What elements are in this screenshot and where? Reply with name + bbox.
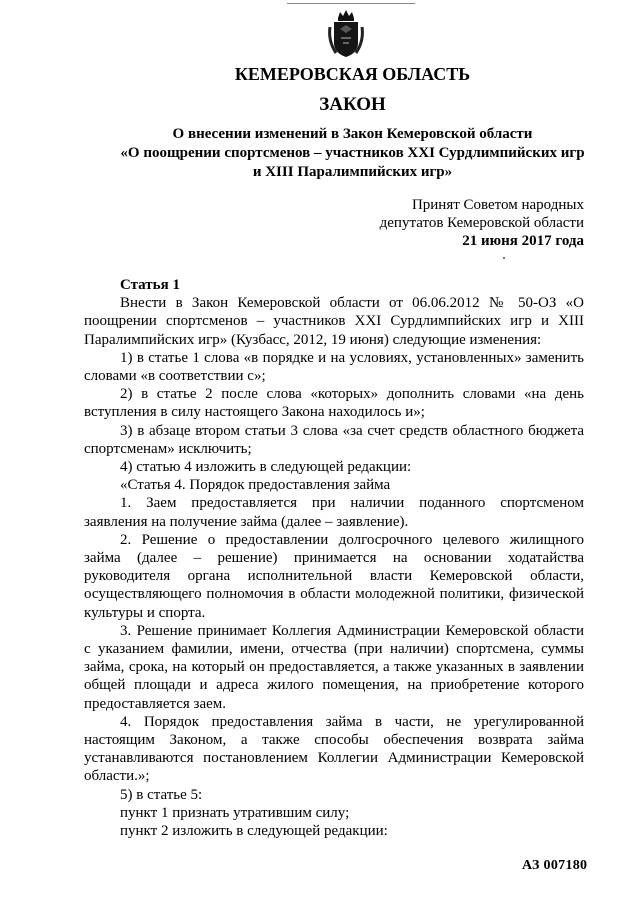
- article-paragraph: пункт 2 изложить в следующей редакции:: [120, 823, 388, 840]
- document-type-heading: ЗАКОН: [319, 94, 386, 115]
- article-paragraph: пункт 1 признать утратившим силу;: [120, 804, 350, 821]
- law-title-line-3: и XIII Паралимпийских игр»: [252, 164, 453, 180]
- coat-of-arms-emblem: [326, 9, 366, 59]
- article-paragraph: 4) статью 4 изложить в следующей редакции:: [120, 459, 412, 476]
- adoption-line-2: депутатов Кемеровской области: [379, 215, 584, 231]
- article-paragraph: 3) в абзаце втором статьи 3 слова «за счет средств областного бюджета спортсменам» исключить;: [84, 422, 584, 457]
- article-paragraph: 1) в статье 1 слова «в порядке и на условиях, установленных» заменить словами «в соответствии с»;: [84, 349, 584, 385]
- law-title-line-2: «О поощрении спортсменов – участников XXI Сурдлимпийских игр: [120, 145, 585, 161]
- article-paragraph: «Статья 4. Порядок предоставления займа: [120, 477, 391, 494]
- region-heading: КЕМЕРОВСКАЯ ОБЛАСТЬ: [234, 64, 471, 84]
- law-title: [0, 125, 640, 182]
- article-paragraph: 1. Заем предоставляется при наличии поданного спортсменом заявления на получение займа (далее – заявление).: [84, 495, 584, 530]
- article-paragraph: 5) в статье 5:: [120, 786, 203, 803]
- article-body: [84, 276, 584, 840]
- law-title-line-1: О внесении изменений в Закон Кемеровской области: [172, 126, 533, 142]
- article-paragraph: Внести в Закон Кемеровской области от 06.06.2012 № 50-ОЗ «О поощрении спортсменов – участников XXI Сурдлимпийских игр и XIII Паралимпийских игр» (Кузбасс, 2012, 19 июня) следующие изменения:: [84, 295, 584, 348]
- article-paragraph: 2) в статье 2 после слова «которых» дополнить словами «на день вступления в силу настоящего Закона находилось и»;: [84, 386, 584, 421]
- adoption-block: [380, 196, 584, 250]
- stray-mark: [503, 257, 505, 259]
- top-rule: [287, 3, 415, 4]
- article-paragraph: 3. Решение принимает Коллегия Администрации Кемеровской области с указанием фамилии, имени, отчества (при наличии) спортсмена, суммы займа, срока, на который он предоставляется, а также указанных в заявлении общей площади и адреса жилого помещения, на приобретение которого предоставляется заем.: [84, 622, 584, 712]
- article-paragraph: 4. Порядок предоставления займа в части, не урегулированной настоящим Законом, а также способы обеспечения возврата займа устанавливаются постановлением Коллегии Администрации Кемеровской области.»;: [84, 713, 584, 785]
- article-heading: Статья 1: [120, 277, 180, 293]
- serial-number: АЗ 007180: [522, 858, 588, 873]
- adoption-line-1: Принят Советом народных: [411, 197, 584, 213]
- adoption-date: 21 июня 2017 года: [462, 233, 584, 249]
- article-paragraph: 2. Решение о предоставлении долгосрочного целевого жилищного займа (далее – решение) принимается на основании ходатайства руководителя органа исполнительной власти Кемеровской области, осуществляющего полномочия в области молодежной политики, физической культуры и спорта.: [84, 531, 584, 621]
